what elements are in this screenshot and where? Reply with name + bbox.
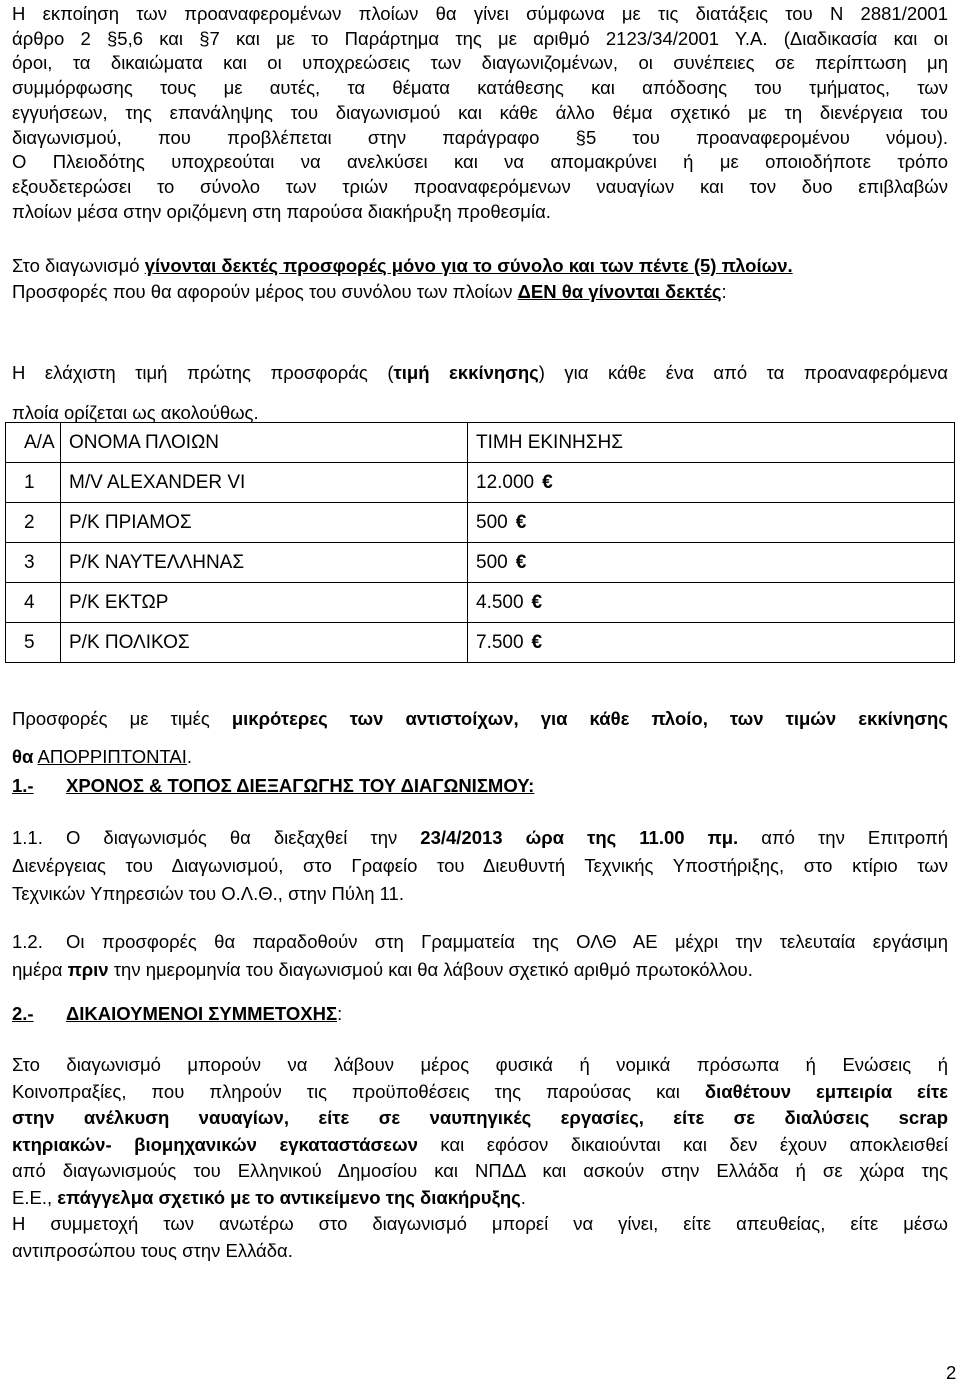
intro-line: Η εκποίηση των προαναφερομένων πλοίων θα γίνει σύμφωνα με τις διατάξεις του Ν 2881/2001 [12, 3, 948, 24]
row-index: 2 [6, 503, 61, 543]
table-header-row [6, 423, 955, 463]
rejection-emphasis: μικρότερες των αντιστοίχων, για κάθε πλοίο, των τιμών εκκίνησης [231, 708, 948, 729]
minimum-price-paragraph [12, 353, 948, 433]
row-price-cell [468, 583, 955, 623]
clause-text: ημέρα [12, 959, 68, 980]
rejection-text: . [186, 746, 193, 767]
clause-1-1 [12, 824, 948, 908]
participation-line [12, 1105, 948, 1132]
tender-text: : [721, 281, 727, 302]
intro-line: διαγωνισμού, που προβλέπεται στην παράγραφο §5 του προαναφερομένου νόμου). [12, 126, 948, 148]
euro-icon: € [515, 551, 527, 573]
clause-text: Οι προσφορές θα παραδοθούν στη Γραμματεία της ΟΛΘ ΑΕ μέχρι την τελευταία εργάσιμη [66, 931, 948, 952]
row-price: 500 [476, 511, 508, 533]
row-price-cell [468, 503, 955, 543]
minimum-text: Η ελάχιστη τιμή πρώτης προσφοράς ( [12, 362, 394, 383]
row-price-cell [468, 623, 955, 663]
rejection-underline: ΑΠΟΡΡΙΠΤΟΝΤΑΙ [37, 746, 187, 767]
row-ship-name: M/V ALEXANDER VI [61, 463, 468, 503]
minimum-emphasis: τιμή εκκίνησης [393, 362, 539, 383]
minimum-text: ) για κάθε ένα από τα προαναφερόμενα [538, 362, 949, 383]
row-price: 4.500 [476, 591, 524, 613]
participation-emphasis: επάγγελμα σχετικό με το αντικείμενο της διακήρυξης [57, 1186, 521, 1208]
tender-text: Στο διαγωνισμό [12, 255, 145, 276]
tender-text: Προσφορές που θα αφορούν μέρος του συνόλου των πλοίων [12, 281, 518, 302]
intro-line: άρθρο 2 §5,6 και §7 και με το Παράρτημα της με αριθμό 2123/34/2001 Υ.Α. (Διαδικασία και οι [12, 27, 948, 49]
clause-emphasis: 23/4/2013 ώρα της 11.00 πμ. [420, 827, 739, 848]
starting-price-table [5, 422, 955, 663]
section-1-heading [12, 775, 534, 797]
intro-line: συμμόρφωσης τους με αυτές, τα θέματα κατάθεσης και απόδοσης του τμήματος, των [12, 77, 948, 99]
euro-icon: € [531, 631, 543, 653]
row-index: 3 [6, 543, 61, 583]
intro-paragraph [12, 2, 948, 224]
participation-text: . [520, 1186, 526, 1208]
tender-line-2 [12, 279, 948, 305]
participation-line [12, 1079, 948, 1106]
table-row [6, 503, 955, 543]
table-row [6, 543, 955, 583]
section-number: 2.- [12, 1003, 34, 1024]
rejection-emphasis: θα [12, 746, 34, 767]
clause-text: από την Επιτροπή [738, 827, 948, 848]
rejection-line-2 [12, 738, 948, 776]
row-ship-name: Ρ/Κ ΠΡΙΑΜΟΣ [61, 503, 468, 543]
header-ship-name: ΟΝΟΜΑ ΠΛΟΙΩΝ [61, 423, 468, 463]
participation-line [12, 1132, 948, 1159]
row-ship-name: Ρ/Κ ΕΚΤΩΡ [61, 583, 468, 623]
section-title: ΧΡΟΝΟΣ & ΤΟΠΟΣ ΔΙΕΞΑΓΩΓΗΣ ΤΟΥ ΔΙΑΓΩΝΙΣΜΟΥ: [66, 775, 535, 796]
participation-line: αντιπροσώπου τους στην Ελλάδα. [12, 1239, 293, 1261]
euro-icon: € [542, 471, 553, 493]
intro-line: εγγυήσεων, της επανάληψης του διαγωνισμού και κάθε άλλο θέμα σχετικό με τη διενέργεια του [12, 101, 948, 123]
section-number: 1.- [12, 775, 34, 796]
clause-number: 1.2. [12, 931, 43, 952]
header-index: Α/Α [6, 423, 61, 463]
euro-icon: € [515, 511, 527, 533]
clause-line [12, 956, 948, 984]
clause-line: Τεχνικών Υπηρεσιών του Ο.Λ.Θ., στην Πύλη 11. [12, 883, 404, 904]
intro-line: πλοίων μέσα στην οριζόμενη στη παρούσα διακήρυξη προθεσμία. [12, 200, 551, 222]
clause-emphasis: πριν [67, 959, 109, 980]
row-ship-name: Ρ/Κ ΠΟΛΙΚΟΣ [61, 623, 468, 663]
row-price: 7.500 [476, 631, 524, 653]
tender-emphasis: ΔΕΝ θα γίνονται δεκτές [517, 281, 722, 302]
minimum-line-1 [12, 353, 948, 393]
clause-number: 1.1. [12, 827, 43, 848]
clause-line [12, 824, 948, 852]
euro-icon: € [531, 591, 543, 613]
row-index: 1 [6, 463, 61, 503]
intro-line: Ο Πλειοδότης υποχρεούται να ανελκύσει και να απομακρύνει ή με οποιοδήποτε τρόπο [12, 151, 948, 173]
tender-line-1 [12, 253, 948, 279]
rejection-line-1 [12, 700, 948, 738]
participation-line: από διαγωνισμούς του Ελληνικού Δημοσίου και ΝΠΔΔ και ασκούν στην Ελλάδα ή σε χώρα της [12, 1160, 948, 1181]
intro-line: όροι, τα δικαιώματα και οι υποχρεώσεις των διαγωνιζομένων, οι συνέπειες σε περίπτωση μη [12, 52, 948, 74]
section-2-heading [12, 1003, 342, 1025]
clause-text: την ημερομηνία του διαγωνισμού και θα λάβουν σχετικό αριθμό πρωτοκόλλου. [108, 959, 753, 980]
row-price-cell [468, 543, 955, 583]
participation-text: Κοινοπραξίες, που πληρούν τις προϋποθέσεις της παρούσας και [12, 1080, 705, 1102]
minimum-line-2: πλοία ορίζεται ως ακολούθως. [12, 402, 259, 423]
row-index: 5 [6, 623, 61, 663]
clause-text: Ο διαγωνισμός θα διεξαχθεί την [66, 827, 421, 848]
participation-text: Ε.Ε., [12, 1186, 58, 1208]
section-suffix: : [337, 1003, 343, 1024]
rejection-paragraph [12, 700, 948, 776]
participation-line: Η συμμετοχή των ανωτέρω στο διαγωνισμό μπορεί να γίνει, είτε απευθείας, είτε μέσω [12, 1213, 948, 1234]
table-row [6, 463, 955, 503]
clause-line [12, 928, 948, 956]
table-row [6, 583, 955, 623]
row-price-cell [468, 463, 955, 503]
participation-emphasis: στην ανέλκυση ναυαγίων, είτε σε ναυπηγικές εργασίες, είτε σε διαλύσεις scrap [12, 1107, 948, 1128]
clause-line: Διενέργειας του Διαγωνισμού, στο Γραφείο του Διευθυντή Τεχνικής Υποστήριξης, στο κτίριο των [12, 855, 948, 876]
clause-1-2 [12, 928, 948, 984]
row-price: 12.000 [476, 471, 535, 493]
participation-emphasis: διαθέτουν εμπειρία είτε [704, 1080, 948, 1102]
section-title: ΔΙΚΑΙΟΥΜΕΝΟΙ ΣΥΜΜΕΤΟΧΗΣ [66, 1003, 338, 1024]
table-row [6, 623, 955, 663]
participation-paragraph [12, 1052, 948, 1264]
intro-line: εξουδετερώσει το σύνολο των τριών προαναφερόμενων ναυαγίων και τον δυο επιβλαβών [12, 175, 948, 197]
tender-emphasis: γίνονται δεκτές προσφορές μόνο για το σύνολο και των πέντε (5) πλοίων. [144, 255, 793, 276]
row-ship-name: Ρ/Κ ΝΑΥΤΕΛΛΗΝΑΣ [61, 543, 468, 583]
row-price: 500 [476, 551, 508, 573]
page-number: 2 [946, 1362, 957, 1383]
rejection-text: Προσφορές με τιμές [12, 708, 232, 729]
row-index: 4 [6, 583, 61, 623]
participation-text: και εφόσον δικαιούνται και δεν έχουν αποκλεισθεί [417, 1133, 948, 1155]
header-starting-price: ΤΙΜΗ ΕΚΙΝΗΣΗΣ [468, 423, 955, 463]
participation-line [12, 1185, 948, 1212]
participation-emphasis: κτηριακών- βιομηχανικών εγκαταστάσεων [12, 1133, 418, 1155]
tender-paragraph [12, 253, 948, 305]
participation-line: Στο διαγωνισμό μπορούν να λάβουν μέρος φυσικά ή νομικά πρόσωπα ή Ενώσεις ή [12, 1054, 948, 1075]
